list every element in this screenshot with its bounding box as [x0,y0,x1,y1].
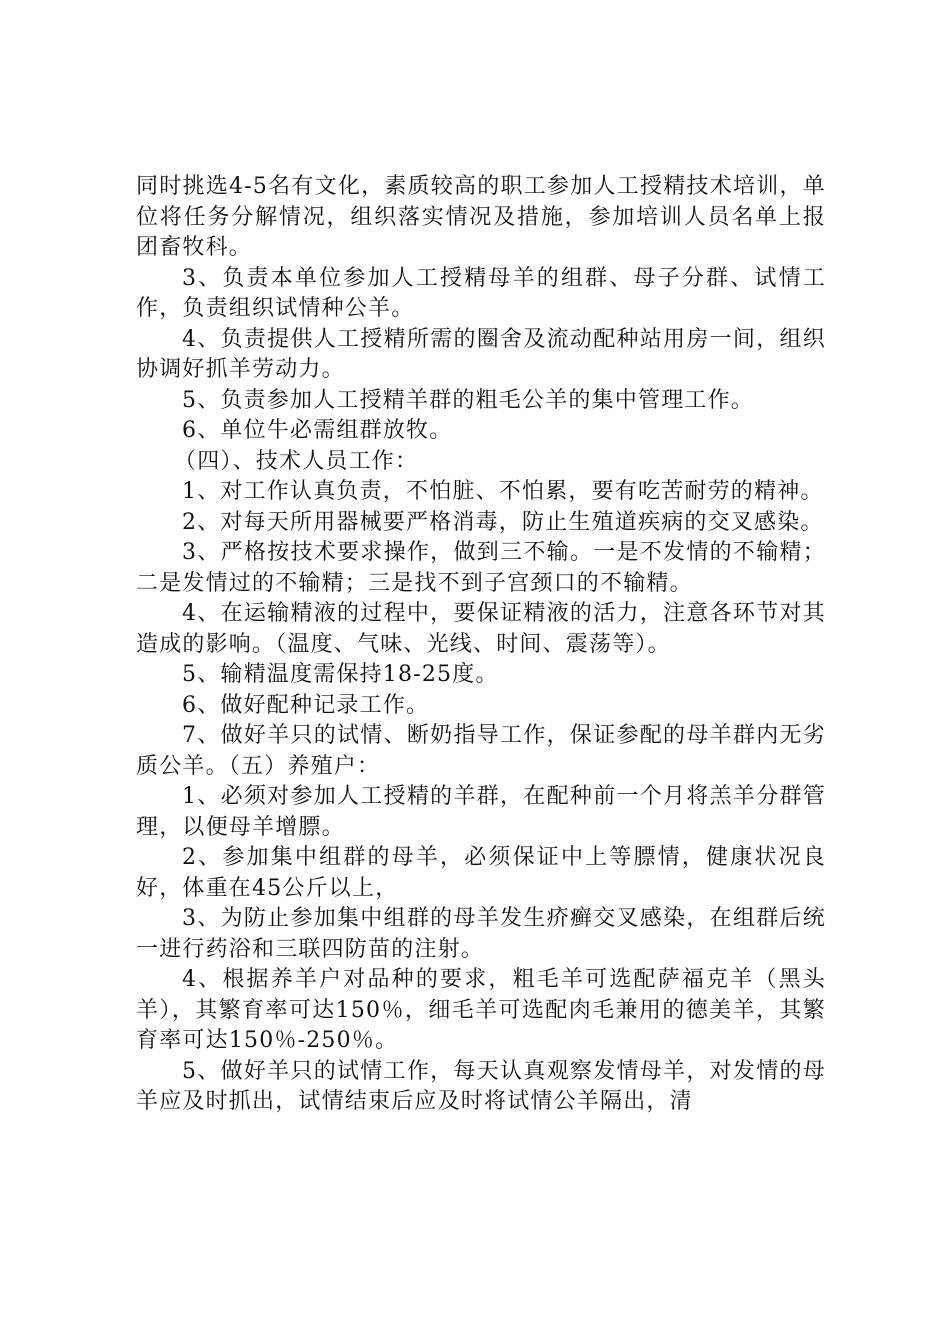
paragraph: 3、负责本单位参加人工授精母羊的组群、母子分群、试情工作，负责组织试情种公羊。 [136,265,826,321]
paragraph: 6、单位牛必需组群放牧。 [182,418,453,443]
paragraph: 2、参加集中组群的母羊，必须保证中上等膘情，健康状况良好，体重在45公斤以上， [136,845,826,901]
paragraph-continuation: 同时挑选4-5名有文化，素质较高的职工参加人工授精技术培训，单位将任务分解情况，组织落实情况及措施，参加培训人员名单上报团畜牧科。 [136,174,826,260]
paragraph: 5、负责参加人工授精羊群的粗毛公羊的集中管理工作。 [182,387,754,413]
paragraph: 7、做好羊只的试情、断奶指导工作，保证参配的母羊群内无劣质公羊。（五）养殖户： [136,723,826,779]
section-heading: （四）、技术人员工作： [174,448,419,474]
paragraph: 4、负责提供人工授精所需的圈舍及流动配种站用房一间，组织协调好抓羊劳动力。 [136,326,826,382]
paragraph: 6、做好配种记录工作。 [182,692,430,718]
document-body [136,172,826,1118]
paragraph: 3、为防止参加集中组群的母羊发生疥癣交叉感染，在组群后统一进行药浴和三联四防苗的注射。 [136,906,826,962]
paragraph: 5、输精温度需保持18-25度。 [182,662,499,687]
paragraph: 4、在运输精液的过程中，要保证精液的活力，注意各环节对其造成的影响。（温度、气味、光线、时间、震荡等）。 [136,601,826,657]
paragraph: 1、必须对参加人工授精的羊群，在配种前一个月将羔羊分群管理，以便母羊增膘。 [136,784,826,840]
paragraph: 5、做好羊只的试情工作，每天认真观察发情母羊，对发情的母羊应及时抓出，试情结束后应及时将试情公羊隔出，清 [136,1058,826,1114]
paragraph: 4、根据养羊户对品种的要求，粗毛羊可选配萨福克羊（黑头羊），其繁育率可达150％，细毛羊可选配肉毛兼用的德美羊，其繁育率可达150％-250％。 [136,967,826,1053]
paragraph: 2、对每天所用器械要严格消毒，防止生殖道疾病的交叉感染。 [182,509,824,535]
paragraph: 1、对工作认真负责，不怕脏、不怕累，要有吃苦耐劳的精神。 [182,479,824,504]
paragraph: 3、严格按技术要求操作，做到三不输。一是不发情的不输精；二是发情过的不输精；三是找不到子宫颈口的不输精。 [136,540,826,596]
